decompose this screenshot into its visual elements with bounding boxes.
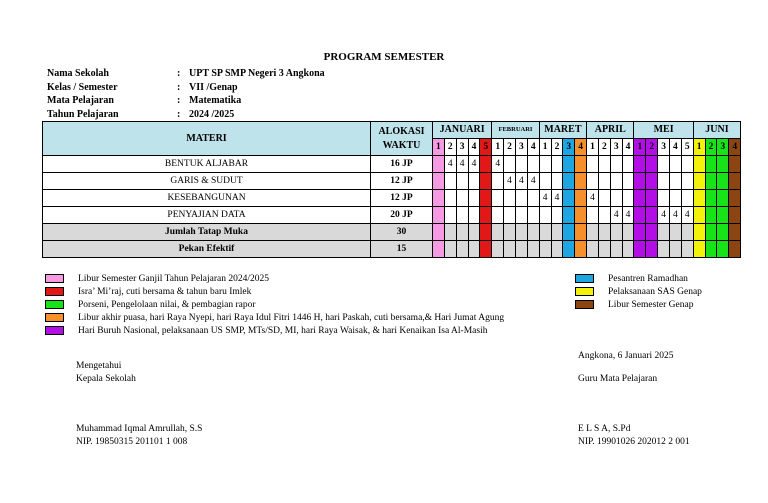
week-cell: [504, 207, 516, 224]
week-cell: [515, 207, 527, 224]
week-cell: [598, 173, 610, 190]
materi-header: MATERI: [43, 122, 371, 156]
teacher-role: Guru Mata Pelajaran: [578, 374, 658, 384]
week-cell: [705, 156, 717, 173]
week-cell: 4: [527, 173, 539, 190]
week-cell: [634, 190, 646, 207]
week-cell: [539, 156, 551, 173]
week-cell: [646, 224, 658, 241]
week-cell: [598, 190, 610, 207]
week-cell: [527, 241, 539, 258]
week-cell: [729, 241, 741, 258]
week-cell: [717, 241, 729, 258]
week-cell: [658, 224, 670, 241]
week-cell: [717, 173, 729, 190]
legend-swatch: [45, 326, 64, 335]
materi-name: GARIS & SUDUT: [43, 173, 371, 190]
week-cell: [492, 207, 504, 224]
materi-row: [43, 173, 741, 190]
total-row: [43, 224, 741, 241]
week-cell: [444, 224, 456, 241]
week-cell: [444, 241, 456, 258]
info-label: Tahun Pelajaran: [47, 108, 119, 120]
legend-swatch: [45, 274, 64, 283]
week-cell: [480, 173, 492, 190]
week-cell: [504, 156, 516, 173]
month-header-juni: JUNI: [693, 122, 740, 139]
header-row-months: [43, 122, 741, 139]
week-cell: [646, 190, 658, 207]
acknowledged-label: Mengetahui: [76, 361, 122, 371]
week-cell: 4: [468, 156, 480, 173]
info-colon: :: [177, 81, 181, 93]
week-number: 4: [575, 139, 587, 156]
info-colon: :: [177, 108, 181, 120]
legend-item: [45, 311, 504, 324]
week-cell: [456, 173, 468, 190]
legend-swatch: [575, 287, 594, 296]
week-cell: [610, 190, 622, 207]
week-cell: [729, 224, 741, 241]
week-cell: [480, 224, 492, 241]
week-cell: [433, 241, 445, 258]
week-cell: 4: [670, 207, 682, 224]
week-number: 1: [634, 139, 646, 156]
week-cell: [610, 173, 622, 190]
week-cell: [480, 207, 492, 224]
materi-row: [43, 207, 741, 224]
month-header-maret: MARET: [539, 122, 586, 139]
week-cell: [563, 156, 575, 173]
week-cell: 4: [456, 156, 468, 173]
week-cell: [433, 156, 445, 173]
legend-text: Hari Buruh Nasional, pelaksanaan US SMP, MTs/SD, MI, hari Raya Waisak, & hari Kenaikan Isa Al-Masih: [78, 325, 488, 336]
week-cell: [729, 156, 741, 173]
info-row-school: [47, 67, 325, 81]
week-cell: [539, 173, 551, 190]
week-cell: [444, 190, 456, 207]
week-cell: [598, 207, 610, 224]
legend-text: Isra’ Mi’raj, cuti bersama & tahun baru Imlek: [78, 286, 252, 297]
legend-swatch: [575, 274, 594, 283]
week-cell: [658, 190, 670, 207]
materi-row: [43, 190, 741, 207]
week-cell: [729, 207, 741, 224]
week-cell: 4: [504, 173, 516, 190]
legend-swatch: [45, 300, 64, 309]
legend-item: [575, 285, 702, 298]
week-cell: [598, 241, 610, 258]
week-cell: 4: [444, 156, 456, 173]
week-number: 3: [610, 139, 622, 156]
week-cell: 4: [681, 207, 693, 224]
week-cell: [670, 224, 682, 241]
month-header-april: APRIL: [587, 122, 634, 139]
week-cell: [563, 173, 575, 190]
week-cell: 4: [492, 156, 504, 173]
week-cell: [504, 224, 516, 241]
week-cell: [433, 224, 445, 241]
legend-swatch: [45, 287, 64, 296]
week-cell: [705, 190, 717, 207]
week-cell: [575, 173, 587, 190]
week-cell: [705, 207, 717, 224]
week-cell: [693, 156, 705, 173]
week-cell: [551, 156, 563, 173]
legend-right: [575, 272, 702, 311]
info-value: VII /Genap: [189, 81, 238, 93]
month-header-januari: JANUARI: [433, 122, 492, 139]
week-cell: [634, 241, 646, 258]
week-cell: [587, 156, 599, 173]
week-cell: [610, 156, 622, 173]
month-header-februari: FEBRUARI: [492, 122, 539, 139]
week-cell: [444, 207, 456, 224]
month-header-mei: MEI: [634, 122, 693, 139]
week-cell: [670, 173, 682, 190]
week-cell: [705, 173, 717, 190]
week-number: 1: [587, 139, 599, 156]
legend-item: [45, 272, 504, 285]
week-cell: [515, 156, 527, 173]
schedule-table: [42, 121, 741, 258]
week-cell: [622, 241, 634, 258]
info-row-year: [47, 108, 325, 122]
week-cell: [681, 156, 693, 173]
week-cell: [563, 207, 575, 224]
page-title: PROGRAM SEMESTER: [323, 51, 445, 63]
week-cell: [658, 156, 670, 173]
week-cell: [468, 173, 480, 190]
legend-item: [575, 272, 702, 285]
info-label: Mata Pelajaran: [47, 95, 114, 106]
materi-row: [43, 156, 741, 173]
week-cell: [646, 156, 658, 173]
week-cell: [551, 224, 563, 241]
week-cell: 4: [658, 207, 670, 224]
week-cell: [634, 224, 646, 241]
signature-left-name: [76, 423, 202, 448]
week-cell: [480, 156, 492, 173]
week-cell: [717, 207, 729, 224]
materi-name: PENYAJIAN DATA: [43, 207, 371, 224]
week-cell: [729, 190, 741, 207]
week-cell: [717, 224, 729, 241]
legend-item: [575, 298, 702, 311]
jp-value: 20 JP: [371, 207, 433, 224]
week-cell: [646, 207, 658, 224]
legend-text: Libur Semester Ganjil Tahun Pelajaran 2024/2025: [78, 273, 269, 284]
signature-right: [578, 373, 657, 386]
week-cell: [587, 173, 599, 190]
week-cell: [587, 224, 599, 241]
week-cell: [492, 224, 504, 241]
week-cell: [575, 224, 587, 241]
jp-value: 12 JP: [371, 190, 433, 207]
week-number: 4: [670, 139, 682, 156]
info-label: Kelas / Semester: [47, 81, 118, 93]
week-number: 1: [492, 139, 504, 156]
week-cell: [670, 241, 682, 258]
principal-role: Kepala Sekolah: [76, 373, 136, 384]
week-number: 4: [527, 139, 539, 156]
jp-value: 12 JP: [371, 173, 433, 190]
info-row-subject: [47, 94, 325, 108]
week-number: 3: [717, 139, 729, 156]
teacher-name: E L S A, S.Pd: [578, 424, 631, 434]
week-cell: [515, 224, 527, 241]
week-number: 1: [433, 139, 445, 156]
week-cell: [492, 173, 504, 190]
week-cell: [504, 190, 516, 207]
week-cell: [670, 156, 682, 173]
week-cell: [480, 190, 492, 207]
week-number: 2: [705, 139, 717, 156]
week-cell: [646, 173, 658, 190]
week-cell: [634, 156, 646, 173]
week-number: 2: [504, 139, 516, 156]
week-cell: [622, 173, 634, 190]
legend-swatch: [45, 313, 64, 322]
week-number: 3: [563, 139, 575, 156]
week-cell: [634, 207, 646, 224]
info-colon: :: [177, 68, 181, 79]
week-cell: [681, 224, 693, 241]
week-cell: [658, 241, 670, 258]
week-cell: [693, 190, 705, 207]
week-cell: [575, 156, 587, 173]
info-value: Matematika: [189, 95, 242, 106]
week-cell: [468, 190, 480, 207]
legend-swatch: [575, 300, 594, 309]
week-cell: [575, 207, 587, 224]
week-cell: [693, 224, 705, 241]
week-cell: [515, 190, 527, 207]
week-number: 1: [693, 139, 705, 156]
school-info: [47, 67, 325, 121]
week-number: 5: [480, 139, 492, 156]
total-label: Pekan Efektif: [43, 241, 371, 258]
legend-text: Libur akhir puasa, hari Raya Nyepi, hari Raya Idul Fitri 1446 H, hari Paskah, cuti bersama,& Hari Jumat Agung: [78, 312, 505, 323]
week-cell: [575, 241, 587, 258]
legend-left: [45, 272, 504, 337]
signing-date: Angkona, 6 Januari 2025: [578, 351, 674, 361]
week-cell: 4: [515, 173, 527, 190]
week-cell: [598, 224, 610, 241]
week-cell: [515, 241, 527, 258]
week-cell: [444, 173, 456, 190]
week-cell: [527, 224, 539, 241]
legend-item: [45, 298, 504, 311]
principal-name: Muhammad Iqmal Amrullah, S.S: [76, 424, 203, 434]
week-cell: [504, 241, 516, 258]
info-value: 2024 /2025: [189, 108, 235, 120]
week-cell: [670, 190, 682, 207]
week-cell: 4: [610, 207, 622, 224]
alokasi-header: ALOKASI WAKTU: [371, 122, 433, 156]
week-cell: [539, 241, 551, 258]
week-number: 1: [539, 139, 551, 156]
week-cell: 4: [551, 190, 563, 207]
week-cell: [705, 241, 717, 258]
week-cell: [610, 224, 622, 241]
week-cell: 4: [539, 190, 551, 207]
week-number: 2: [444, 139, 456, 156]
week-cell: 4: [587, 190, 599, 207]
total-row: [43, 241, 741, 258]
week-number: 4: [468, 139, 480, 156]
week-cell: [563, 224, 575, 241]
week-cell: [551, 241, 563, 258]
week-cell: [693, 241, 705, 258]
week-cell: [456, 241, 468, 258]
signature-left: [76, 360, 136, 385]
week-cell: [693, 207, 705, 224]
info-colon: :: [177, 95, 181, 106]
week-cell: [456, 190, 468, 207]
total-label: Jumlah Tatap Muka: [43, 224, 371, 241]
week-cell: [563, 190, 575, 207]
week-cell: [681, 190, 693, 207]
materi-name: BENTUK ALJABAR: [43, 156, 371, 173]
week-cell: [527, 156, 539, 173]
signature-right-name: [578, 423, 690, 448]
info-label: Nama Sekolah: [47, 68, 109, 79]
legend-item: [45, 324, 504, 337]
week-cell: [492, 241, 504, 258]
week-cell: [693, 173, 705, 190]
week-number: 3: [515, 139, 527, 156]
week-cell: [456, 224, 468, 241]
week-number: 3: [658, 139, 670, 156]
week-cell: [622, 224, 634, 241]
week-number: 5: [681, 139, 693, 156]
legend-text: Libur Semester Genap: [608, 299, 694, 310]
week-number: 4: [729, 139, 741, 156]
week-cell: [598, 156, 610, 173]
week-cell: [433, 173, 445, 190]
week-cell: [433, 207, 445, 224]
week-cell: [433, 190, 445, 207]
week-cell: [729, 173, 741, 190]
week-number: 3: [456, 139, 468, 156]
week-cell: [658, 173, 670, 190]
week-number: 2: [598, 139, 610, 156]
week-cell: [551, 207, 563, 224]
week-number: 2: [646, 139, 658, 156]
week-cell: [468, 241, 480, 258]
week-cell: [634, 173, 646, 190]
week-cell: [468, 224, 480, 241]
week-cell: [468, 207, 480, 224]
legend-text: Porseni, Pengelolaan nilai, & pembagian rapor: [78, 299, 256, 310]
week-cell: [681, 241, 693, 258]
info-value: UPT SP SMP Negeri 3 Angkona: [189, 68, 325, 79]
total-value: 30: [371, 224, 433, 241]
week-cell: [575, 190, 587, 207]
legend-text: Pesantren Ramadhan: [608, 273, 688, 284]
week-number: 4: [622, 139, 634, 156]
week-cell: [539, 224, 551, 241]
week-cell: [717, 156, 729, 173]
teacher-nip: NIP. 19901026 202012 2 001: [578, 436, 690, 447]
week-cell: [622, 190, 634, 207]
week-cell: [456, 207, 468, 224]
week-cell: [587, 241, 599, 258]
week-cell: [681, 173, 693, 190]
week-cell: [527, 190, 539, 207]
total-value: 15: [371, 241, 433, 258]
week-cell: [527, 207, 539, 224]
week-cell: [610, 241, 622, 258]
principal-nip: NIP. 19850315 201101 1 008: [76, 436, 188, 447]
legend-item: [45, 285, 504, 298]
week-cell: [705, 224, 717, 241]
week-cell: [563, 241, 575, 258]
materi-name: KESEBANGUNAN: [43, 190, 371, 207]
legend-text: Pelaksanaan SAS Genap: [608, 286, 702, 297]
week-cell: [587, 207, 599, 224]
week-cell: [717, 190, 729, 207]
week-cell: [551, 173, 563, 190]
signature-right-date: [578, 350, 674, 363]
week-cell: [646, 241, 658, 258]
week-cell: [622, 156, 634, 173]
week-cell: 4: [622, 207, 634, 224]
week-cell: [492, 190, 504, 207]
info-row-class: [47, 81, 325, 95]
week-number: 2: [551, 139, 563, 156]
jp-value: 16 JP: [371, 156, 433, 173]
week-cell: [480, 241, 492, 258]
week-cell: [539, 207, 551, 224]
